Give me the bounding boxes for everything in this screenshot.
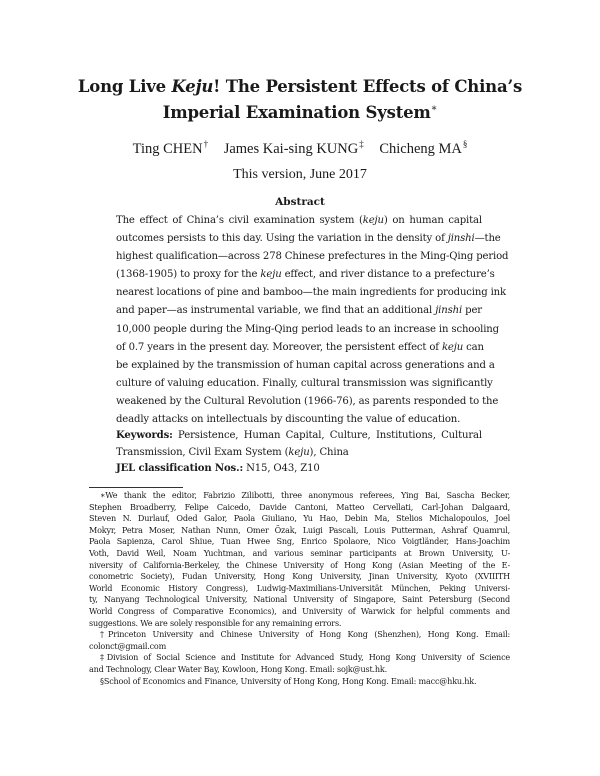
author: Chicheng MA§ (379, 139, 468, 157)
footnote-line: Stephen Broadberry, Felipe Caicedo, Davide Cantoni, Matteo Cervellati, Carl-Johan Dalgaard, (89, 501, 510, 512)
footnote-email[interactable]: colonct@gmail.com (89, 640, 167, 651)
footnotes (89, 490, 510, 687)
keywords-line: Keywords: Persistence, Human Capital, Culture, Institutions, Cultural (116, 430, 482, 441)
jel-classification: JEL classification Nos.: N15, O43, Z10 (116, 463, 320, 474)
footnote-line: conometric Society), Fudan University, Hong Kong University, Jinan University, Kyoto (XVIIITH (89, 571, 510, 582)
footnote-line: suggestions. We are solely responsible for any remaining errors. (89, 617, 342, 628)
abstract-line: and paper—as instrumental variable, we find that an additional jinshi per (116, 305, 482, 317)
jel-label: JEL classification Nos.: (116, 463, 244, 474)
abstract-heading: Abstract (275, 196, 325, 208)
abstract-line: (1368-1905) to proxy for the keju effect, and river distance to a prefecture’s (116, 269, 495, 281)
abstract-line: 10,000 people during the Ming-Qing period leads to an increase in schooling (116, 323, 499, 335)
footnote-line: ‡Division of Social Science and Institute for Advanced Study, Hong Kong University of Science (100, 652, 510, 663)
footnote-line: §School of Economics and Finance, University of Hong Kong, Hong Kong. Email: macc@hku.hk. (100, 675, 477, 686)
footnote-rule (89, 487, 183, 488)
abstract-line: The effect of China’s civil examination system (keju) on human capital (116, 215, 482, 226)
footnote-line: ∗We thank the editor, Fabrizio Zilibotti, three anonymous referees, Ying Bai, Sascha Becker, (100, 490, 510, 500)
footnote-line: Voth, David Weil, Noam Yuchtman, and various seminar participants at Brown University, U- (89, 547, 510, 558)
abstract-body (116, 212, 509, 429)
title-footnote-mark: ∗ (430, 103, 438, 114)
footnote-line: World Economic History Congress), Ludwig-Maximilians-Universität München, Peking Universi- (89, 582, 510, 593)
footnote-line: Mokyr, Petra Moser, Nathan Nunn, Omer Özak, Luigi Pascali, Louis Putterman, Ashraf Quamrul, (89, 524, 510, 535)
abstract-line: highest qualification—across 278 Chinese prefectures in the Ming-Qing period (116, 251, 509, 263)
title-line-2: Imperial Examination System∗ (162, 103, 438, 122)
footnote-line: niversity of California-Berkeley, the Chinese University of Hong Kong (Asian Meeting of the E- (89, 559, 510, 570)
keywords-label: Keywords: (116, 430, 173, 441)
keywords-block (116, 428, 482, 478)
footnote-line: Steven N. Durlauf, Oded Galor, Paola Giuliano, Yu Hao, Debin Ma, Stelios Michalopoulos, Joel (89, 513, 510, 524)
author-list (0, 139, 600, 158)
footnote-line: ty, Nanyang Technological University, National University of Singapore, Saint Petersburg (Second (89, 594, 510, 605)
abstract-line: weakened by the Cultural Revolution (1966-76), as parents responded to the (116, 395, 499, 407)
abstract-line: be explained by the transmission of human capital across generations and a (116, 359, 495, 371)
title-line-1: Long Live Keju! The Persistent Effects of China’s (77, 77, 523, 96)
footnote-line: and Technology, Clear Water Bay, Kowloon, Hong Kong. Email: sojk@ust.hk. (89, 663, 388, 674)
version-date: This version, June 2017 (233, 167, 367, 182)
paper-title (0, 76, 600, 124)
footnote-line: †Princeton University and Chinese University of Hong Kong (Shenzhen), Hong Kong. Email: (100, 629, 510, 640)
keywords-line: Transmission, Civil Exam System (keju), China (116, 446, 349, 458)
abstract-line: of 0.7 years in the present day. Moreover, the persistent effect of keju can (116, 341, 484, 353)
abstract-line: deadly attacks on intellectuals by discounting the value of education. (116, 414, 461, 426)
author: James Kai-sing KUNG‡ (223, 139, 364, 157)
abstract-line: culture of valuing education. Finally, cultural transmission was significantly (116, 377, 493, 389)
abstract-line: outcomes persists to this day. Using the variation in the density of jinshi—the (116, 233, 501, 245)
abstract-line: nearest locations of pine and bamboo—the main ingredients for producing ink (116, 287, 506, 299)
footnote-line: Paola Sapienza, Carol Shiue, Tuan Hwee Sng, Enrico Spolaore, Nico Voigtländer, Hans-Joachim (89, 536, 510, 547)
footnote-line: World Congress of Comparative Economics), and University of Warwick for helpful comments and (89, 605, 510, 616)
author: Ting CHEN† (132, 139, 209, 157)
